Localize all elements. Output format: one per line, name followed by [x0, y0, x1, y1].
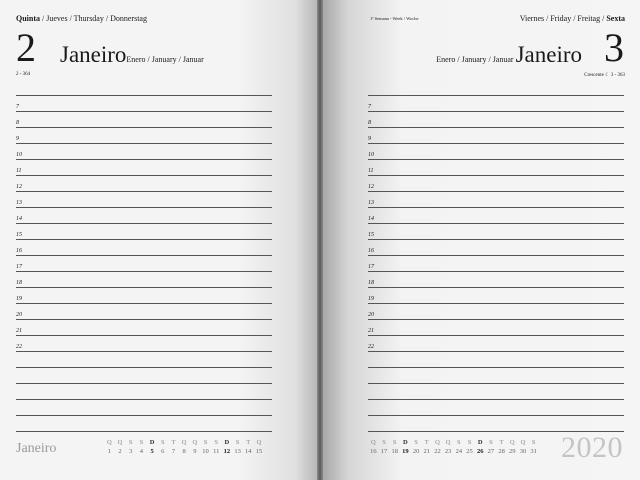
right-hour-label: 17	[368, 264, 374, 270]
date-number[interactable]: 11	[213, 448, 220, 455]
weekday-letter: S	[489, 439, 493, 446]
right-hour-label: 12	[368, 184, 374, 190]
weekday-letter: S	[382, 439, 386, 446]
date-number[interactable]: 26	[476, 448, 484, 455]
year-label: 2020	[561, 431, 623, 464]
right-writing-line[interactable]	[368, 416, 624, 432]
weekday-letter: Q	[117, 439, 123, 446]
right-day-number: 3	[604, 25, 624, 70]
left-writing-lines	[16, 80, 272, 432]
date-number[interactable]: 22	[434, 448, 441, 455]
date-number[interactable]: 6	[161, 448, 165, 455]
left-day-number: 2	[16, 25, 36, 70]
date-number[interactable]: 31	[530, 448, 537, 455]
date-number[interactable]: 7	[171, 448, 176, 455]
left-writing-line[interactable]	[16, 96, 272, 112]
left-writing-line[interactable]	[16, 352, 272, 368]
left-writing-line[interactable]	[16, 192, 272, 208]
left-hour-label: 12	[16, 184, 22, 190]
left-writing-line[interactable]	[16, 112, 272, 128]
weekday-letter: T	[499, 439, 504, 446]
left-writing-line[interactable]	[16, 304, 272, 320]
left-writing-line[interactable]	[16, 368, 272, 384]
left-month-name: Janeiro	[60, 42, 127, 67]
right-hour-label: 9	[368, 136, 371, 142]
date-number[interactable]: 5	[150, 448, 154, 455]
weekday-letter: S	[139, 439, 144, 446]
date-number[interactable]: 27	[487, 448, 495, 455]
left-writing-line[interactable]	[16, 144, 272, 160]
weekday-letter: S	[531, 439, 536, 446]
right-writing-line[interactable]	[368, 256, 624, 272]
date-number[interactable]: 3	[129, 448, 133, 455]
date-number[interactable]: 18	[391, 448, 398, 455]
weekday-letter: T	[171, 439, 176, 446]
left-hour-label: 22	[16, 344, 22, 350]
right-writing-lines	[368, 80, 624, 432]
date-number[interactable]: 23	[444, 448, 452, 455]
right-hour-label: 11	[368, 168, 374, 174]
right-hour-label: 15	[368, 232, 374, 238]
left-month-heading	[60, 43, 204, 72]
left-writing-line[interactable]	[16, 208, 272, 224]
weekday-letter: T	[246, 439, 251, 446]
weekday-letter: Q	[192, 439, 198, 446]
right-hour-label: 8	[368, 120, 371, 126]
date-number[interactable]: 15	[255, 448, 263, 455]
left-writing-line[interactable]	[16, 160, 272, 176]
date-number[interactable]: 20	[412, 448, 420, 455]
right-writing-line[interactable]	[368, 240, 624, 256]
date-number[interactable]: 12	[223, 448, 231, 455]
date-number[interactable]: 24	[455, 448, 463, 455]
right-month-name: Janeiro	[515, 42, 582, 67]
left-mini-calendar	[104, 438, 264, 456]
right-hour-label: 18	[368, 280, 374, 286]
left-writing-line[interactable]	[16, 176, 272, 192]
right-writing-line[interactable]	[368, 192, 624, 208]
left-hour-label: 10	[16, 152, 22, 158]
right-writing-line[interactable]	[368, 400, 624, 416]
left-month-translations: Enero / January / Januar	[126, 55, 204, 64]
date-number[interactable]: 21	[423, 448, 431, 455]
right-hour-label: 16	[368, 248, 374, 254]
weekday-letter: S	[160, 439, 165, 446]
right-month-heading	[436, 43, 582, 72]
weekday-letter: Q	[509, 439, 515, 446]
left-hour-label: 20	[16, 312, 22, 318]
right-writing-line[interactable]	[368, 208, 624, 224]
right-day-name-bold: Sexta	[606, 14, 625, 23]
left-day-name-others: / Jueves / Thursday / Donnerstag	[40, 14, 147, 23]
right-writing-line[interactable]	[368, 128, 624, 144]
date-number[interactable]: 1	[107, 448, 111, 455]
right-month-translations: Enero / January / Januar	[436, 55, 516, 64]
date-number[interactable]: 9	[193, 448, 197, 455]
weekday-letter: D	[477, 439, 483, 446]
date-number[interactable]: 19	[402, 448, 409, 455]
left-day-of-year: 2 - 364	[16, 72, 31, 77]
right-hour-label: 22	[368, 344, 374, 350]
weekday-letter: Q	[445, 439, 451, 446]
left-hour-label: 9	[16, 136, 19, 142]
left-writing-line[interactable]	[16, 80, 272, 96]
right-hour-label: 13	[368, 200, 374, 206]
right-writing-line[interactable]	[368, 144, 624, 160]
weekday-letter: S	[203, 439, 208, 446]
left-hour-label: 7	[16, 104, 19, 110]
right-day-name-others: Viernes / Friday / Freitag /	[519, 14, 607, 23]
left-hour-label: 18	[16, 280, 22, 286]
weekday-letter: S	[392, 439, 397, 446]
left-hour-label: 17	[16, 264, 22, 270]
date-number[interactable]: 10	[202, 448, 209, 455]
weekday-letter: Q	[256, 439, 262, 446]
date-number[interactable]: 17	[380, 448, 388, 455]
weekday-letter: S	[414, 439, 418, 446]
left-writing-line[interactable]	[16, 384, 272, 400]
date-number[interactable]: 2	[118, 448, 122, 455]
left-writing-line[interactable]	[16, 256, 272, 272]
left-writing-line[interactable]	[16, 272, 272, 288]
left-hour-label: 8	[16, 120, 19, 126]
date-number[interactable]: 30	[519, 448, 527, 455]
weekday-letter: S	[214, 439, 219, 446]
date-number[interactable]: 28	[498, 448, 505, 455]
right-day-names	[520, 14, 625, 23]
left-hour-label: 13	[16, 200, 22, 206]
left-page	[0, 0, 317, 480]
left-writing-line[interactable]	[16, 288, 272, 304]
right-writing-line[interactable]	[368, 384, 624, 400]
left-hour-label: 21	[16, 328, 22, 334]
left-mini-calendar-weekdays	[104, 438, 264, 447]
date-number[interactable]: 8	[182, 448, 186, 455]
right-page	[323, 0, 640, 480]
left-footer-month: Janeiro	[16, 441, 57, 456]
right-hour-label: 19	[368, 296, 374, 302]
right-writing-line[interactable]	[368, 160, 624, 176]
weekday-letter: Q	[435, 439, 440, 446]
weekday-letter: Q	[106, 439, 112, 446]
right-writing-line[interactable]	[368, 112, 624, 128]
left-writing-line[interactable]	[16, 336, 272, 352]
right-writing-line[interactable]	[368, 272, 624, 288]
right-writing-line[interactable]	[368, 320, 624, 336]
right-hour-label: 21	[368, 328, 374, 334]
date-number[interactable]: 4	[139, 448, 144, 455]
right-writing-line[interactable]	[368, 336, 624, 352]
right-week-label: 1ª Semana - Week / Woche	[370, 16, 419, 21]
right-hour-label: 14	[368, 216, 374, 222]
weekday-letter: T	[424, 439, 429, 446]
right-writing-line[interactable]	[368, 368, 624, 384]
right-writing-line[interactable]	[368, 80, 624, 96]
left-hour-label: 15	[16, 232, 22, 238]
date-number[interactable]: 29	[509, 448, 516, 455]
right-mini-calendar	[368, 438, 539, 456]
right-writing-line[interactable]	[368, 352, 624, 368]
date-number[interactable]: 25	[466, 448, 473, 455]
right-writing-line[interactable]	[368, 96, 624, 112]
left-mini-calendar-dates	[104, 447, 264, 456]
right-writing-line[interactable]	[368, 288, 624, 304]
left-hour-label: 11	[16, 168, 22, 174]
date-number[interactable]: 14	[245, 448, 252, 455]
left-writing-line[interactable]	[16, 240, 272, 256]
date-number[interactable]: 13	[234, 448, 241, 455]
weekday-letter: Q	[520, 439, 526, 446]
right-hour-label: 20	[368, 312, 374, 318]
right-hour-label: 10	[368, 152, 374, 158]
right-mini-calendar-dates	[368, 447, 539, 456]
right-writing-line[interactable]	[368, 224, 624, 240]
weekday-letter: S	[467, 439, 472, 446]
right-hour-label: 7	[368, 104, 371, 110]
left-hour-label: 14	[16, 216, 22, 222]
left-writing-line[interactable]	[16, 224, 272, 240]
left-writing-line[interactable]	[16, 128, 272, 144]
right-day-of-year: Crescente ☾ 3 - 363	[584, 73, 625, 78]
left-day-name-bold: Quinta	[16, 14, 41, 23]
right-writing-line[interactable]	[368, 176, 624, 192]
left-hour-label: 19	[16, 296, 22, 302]
weekday-letter: S	[128, 439, 133, 446]
date-number[interactable]: 16	[370, 448, 377, 455]
weekday-letter: S	[235, 439, 240, 446]
left-writing-line[interactable]	[16, 400, 272, 416]
left-writing-line[interactable]	[16, 320, 272, 336]
left-day-names	[16, 14, 147, 23]
left-hour-label: 16	[16, 248, 22, 254]
weekday-letter: D	[224, 439, 230, 446]
right-writing-line[interactable]	[368, 304, 624, 320]
left-writing-line[interactable]	[16, 416, 272, 432]
weekday-letter: Q	[370, 439, 376, 446]
weekday-letter: S	[457, 439, 461, 446]
right-mini-calendar-weekdays	[368, 438, 539, 447]
weekday-letter: Q	[181, 439, 187, 446]
weekday-letter: D	[149, 439, 155, 446]
weekday-letter: D	[403, 439, 408, 446]
